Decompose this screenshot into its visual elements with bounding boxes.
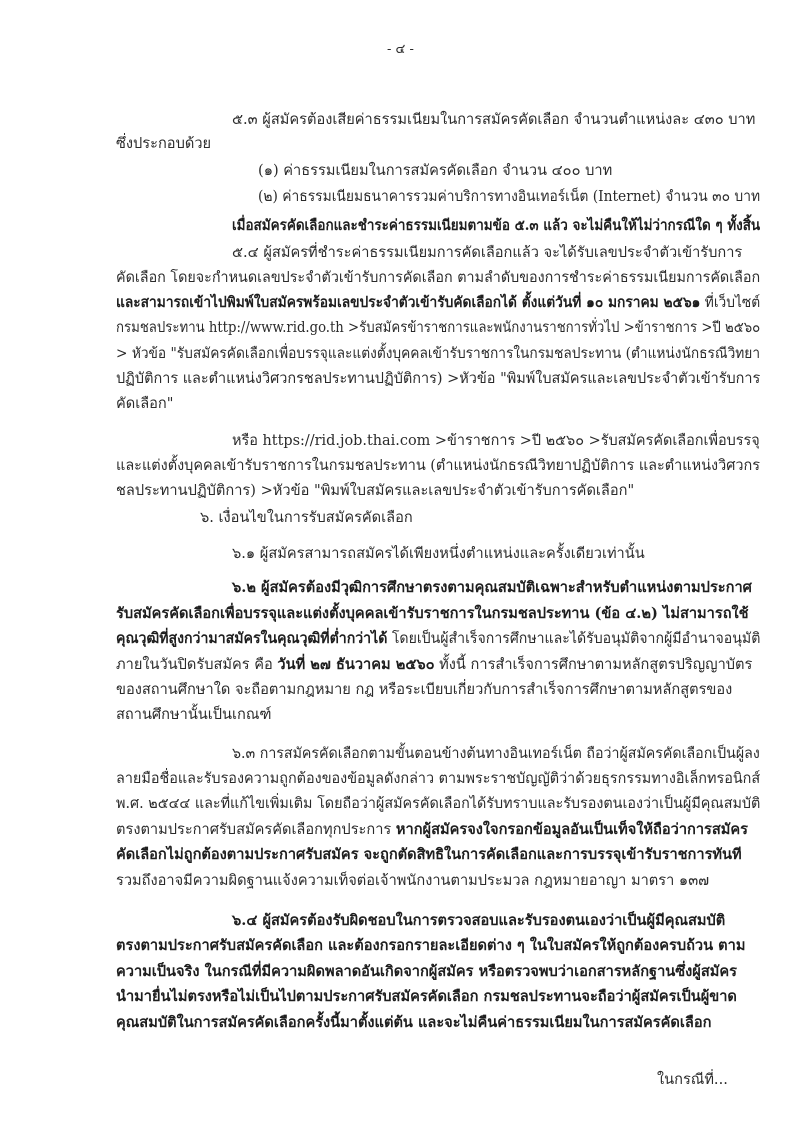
section-6-3-line-3: พ.ศ. ๒๕๔๔ และที่แก้ไขเพิ่มเติม โดยถือว่าผู้สมัครคัดเลือกได้รับทราบและรับรองตนเองว่าเป็นผู้มีคุณสมบัติ — [116, 795, 761, 812]
section-6-4-line-4: นำมายื่นไม่ตรงหรือไม่เป็นไปตามประกาศรับสมัครคัดเลือก กรมชลประทานจะถือว่าผู้สมัครเป็นผู้ขาด — [116, 988, 737, 1005]
print-date-statement: และสามารถเข้าไปพิมพ์ใบสมัครพร้อมเลขประจำตัวเข้ารับคัดเลือกได้ ตั้งแต่วันที่ ๑๐ มกราคม ๒๕๖๑ — [116, 294, 701, 311]
compliance-statement: ตรงตามประกาศรับสมัครคัดเลือกทุกประการ — [116, 821, 396, 838]
section-5-4-line-10: ชลประทานปฏิบัติการ) >หัวข้อ "พิมพ์ใบสมัครและเลขประจำตัวเข้ารับการคัดเลือก" — [116, 482, 635, 499]
false-info-warning: หากผู้สมัครจงใจกรอกข้อมูลอันเป็นเท็จให้ถือว่าการสมัคร — [395, 821, 749, 838]
section-5-4-line-5: > หัวข้อ "รับสมัครคัดเลือกเพื่อบรรจุและแต่งตั้งบุคคลเข้ารับราชการในกรมชลประทาน (ตำแหน่งนักธรณีวิทยา — [116, 345, 761, 362]
section-5-4-line-8: หรือ https://rid.job.thai.com >ข้าราชการ >ปี ๒๕๖๐ >รับสมัครคัดเลือกเพื่อบรรจุ — [232, 432, 760, 449]
section-6-4-line-5: คุณสมบัติในการสมัครคัดเลือกครั้งนี้มาตั้งแต่ต้น และจะไม่คืนค่าธรรมเนียมในการสมัครคัดเลือก — [116, 1014, 712, 1031]
section-6-4-line-3: ความเป็นจริง ในกรณีที่มีความผิดพลาดอันเกิดจากผู้สมัคร หรือตรวจพบว่าเอกสารหลักฐานซึ่งผู้สมัคร — [116, 963, 737, 980]
section-6-2-line-3 — [116, 629, 760, 649]
section-5-3-line-1: ๕.๓ ผู้สมัครต้องเสียค่าธรรมเนียมในการสมัครคัดเลือก จำนวนตำแหน่งละ ๔๓๐ บาท — [232, 111, 756, 128]
non-refund-note: เมื่อสมัครคัดเลือกและชำระค่าธรรมเนียมตามข้อ ๕.๓ แล้ว จะไม่คืนให้ไม่ว่ากรณีใด ๆ ทั้งสิ้น — [232, 217, 761, 234]
degree-note: ทั้งนี้ การสำเร็จการศึกษาตามหลักสูตรปริญญาบัตร — [434, 656, 753, 673]
section-6-2-line-5: ของสถานศึกษาใด จะถือตามกฎหมาย กฎ หรือระเบียบเกี่ยวกับการสำเร็จการศึกษาตามหลักสูตรของ — [116, 681, 733, 698]
section-6-2-line-6: สถานศึกษานั้นเป็นเกณฑ์ — [116, 706, 272, 723]
qualification-approval: โดยเป็นผู้สำเร็จการศึกษาและได้รับอนุมัติจากผู้มีอำนาจอนุมัติ — [387, 630, 761, 647]
section-6-3-line-6: รวมถึงอาจมีความผิดฐานแจ้งความเท็จต่อเจ้าพนักงานตามประมวล กฎหมายอาญา มาตรา ๑๓๗ — [116, 872, 710, 889]
fee-item-2: (๒) ค่าธรรมเนียมธนาคารรวมค่าบริการทางอินเทอร์เน็ต (Internet) จำนวน ๓๐ บาท — [258, 188, 761, 205]
section-6-2-line-4 — [116, 655, 752, 675]
fee-item-1: (๑) ค่าธรรมเนียมในการสมัครคัดเลือก จำนวน ๔๐๐ บาท — [258, 162, 613, 179]
closing-date: วันที่ ๒๗ ธันวาคม ๒๕๖๐ — [277, 656, 435, 673]
section-6-heading: ๖. เงื่อนไขในการรับสมัครคัดเลือก — [200, 509, 413, 526]
section-6-4-line-1: ๖.๔ ผู้สมัครต้องรับผิดชอบในการตรวจสอบและรับรองตนเองว่าเป็นผู้มีคุณสมบัติ — [232, 912, 726, 929]
section-5-4-line-6: ปฏิบัติการ และตำแหน่งวิศวกรชลประทานปฏิบัติการ) >หัวข้อ "พิมพ์ใบสมัครและเลขประจำตัวเข้ารับการ — [116, 370, 761, 387]
section-5-4-line-9: และแต่งตั้งบุคคลเข้ารับราชการในกรมชลประทาน (ตำแหน่งนักธรณีวิทยาปฏิบัติการ และตำแหน่งวิศวกร — [116, 457, 761, 474]
section-6-3-line-1: ๖.๓ การสมัครคัดเลือกตามขั้นตอนข้างต้นทางอินเทอร์เน็ต ถือว่าผู้สมัครคัดเลือกเป็นผู้ลง — [232, 745, 760, 762]
section-6-2-line-1: ๖.๒ ผู้สมัครต้องมีวุฒิการศึกษาตรงตามคุณสมบัติเฉพาะสำหรับตำแหน่งตามประกาศ — [232, 579, 752, 596]
page-number: - ๔ - — [387, 42, 414, 57]
section-5-3-line-2: ซึ่งประกอบด้วย — [116, 135, 212, 152]
section-6-2-line-2: รับสมัครคัดเลือกเพื่อบรรจุและแต่งตั้งบุคคลเข้ารับราชการในกรมชลประทาน (ข้อ ๔.๒) ไม่สามารถใช้ — [116, 605, 749, 622]
section-5-4-line-7: คัดเลือก" — [116, 395, 174, 412]
continuation-marker: ในกรณีที่... — [657, 1071, 728, 1088]
section-5-4-line-4: กรมชลประทาน http://www.rid.go.th >รับสมัครข้าราชการและพนักงานราชการทั่วไป >ข้าราชการ >ปี ๒๕๖๐ — [116, 319, 761, 336]
section-5-4-line-2: คัดเลือก โดยจะกำหนดเลขประจำตัวเข้ารับการคัดเลือก ตามลำดับของการชำระค่าธรรมเนียมการคัดเลือก — [116, 269, 761, 286]
closing-date-label: ภายในวันปิดรับสมัคร คือ — [116, 656, 278, 673]
website-label: ที่เว็บไซต์ — [700, 294, 761, 311]
section-6-3-line-4 — [116, 820, 748, 840]
section-5-4-line-1: ๕.๔ ผู้สมัครที่ชำระค่าธรรมเนียมการคัดเลือกแล้ว จะได้รับเลขประจำตัวเข้ารับการ — [232, 244, 743, 261]
section-6-3-line-2: ลายมือชื่อและรับรองความถูกต้องของข้อมูลดังกล่าว ตามพระราชบัญญัติว่าด้วยธุรกรรมทางอิเล็กทรอนิกส์ — [116, 770, 761, 787]
section-6-1: ๖.๑ ผู้สมัครสามารถสมัครได้เพียงหนึ่งตำแหน่งและครั้งเดียวเท่านั้น — [232, 545, 645, 562]
qualification-restriction: คุณวุฒิที่สูงกว่ามาสมัครในคุณวุฒิที่ต่ำกว่าได้ — [116, 630, 388, 647]
section-6-3-line-5: คัดเลือกไม่ถูกต้องตามประกาศรับสมัคร จะถูกตัดสิทธิในการคัดเลือกและการบรรจุเข้ารับราชการทันที — [116, 846, 742, 863]
section-6-4-line-2: ตรงตามประกาศรับสมัครคัดเลือก และต้องกรอกรายละเอียดต่าง ๆ ในใบสมัครให้ถูกต้องครบถ้วน ตาม — [116, 937, 746, 954]
section-5-4-line-3 — [116, 293, 760, 313]
